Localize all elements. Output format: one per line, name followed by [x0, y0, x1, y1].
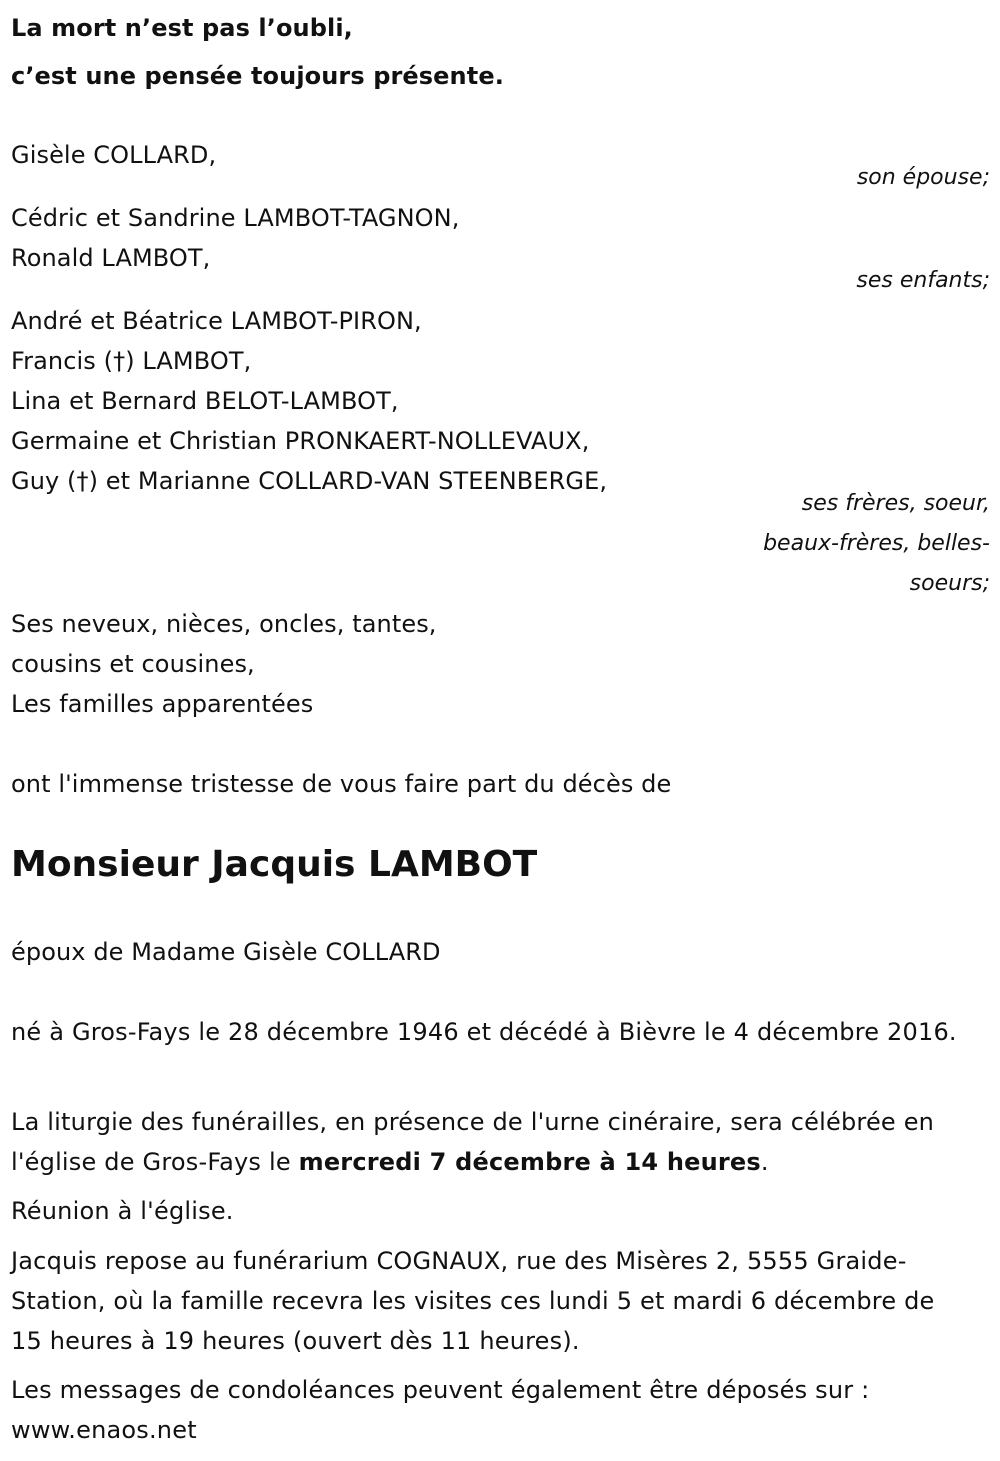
sibling-name: Lina et Bernard BELOT-LAMBOT,	[11, 387, 399, 415]
liturgy-paragraph	[11, 1102, 971, 1182]
other-relatives: Ses neveux, nièces, oncles, tantes,	[11, 610, 437, 638]
liturgy-text: La liturgie des funérailles, en présence de l'urne cinéraire, sera célébrée en l'église de Gros-Fays le	[11, 1108, 935, 1176]
liturgy-date: mercredi 7 décembre à 14 heures	[298, 1148, 761, 1176]
sibling-name: Francis (†) LAMBOT,	[11, 347, 252, 375]
siblings-relation: ses frères, soeur,	[801, 491, 990, 516]
other-relatives: Les familles apparentées	[11, 690, 314, 718]
funeral-home-paragraph: Jacquis repose au funérarium COGNAUX, rue des Misères 2, 5555 Graide-Station, où la famille recevra les visites ces lundi 5 et mardi 6 décembre de 15 heures à 19 heures (ouvert dès 11 heures).	[11, 1247, 935, 1355]
child-name: Cédric et Sandrine LAMBOT-TAGNON,	[11, 204, 460, 232]
children-relation: ses enfants;	[856, 268, 990, 293]
quote-line-2: c’est une pensée toujours présente.	[11, 62, 504, 90]
deceased-spouse: époux de Madame Gisèle COLLARD	[11, 938, 441, 966]
condolences-paragraph: Les messages de condoléances peuvent également être déposés sur : www.enaos.net	[11, 1376, 870, 1444]
siblings-relation: soeurs;	[909, 571, 990, 596]
spouse-name: Gisèle COLLARD,	[11, 141, 217, 169]
announcement: ont l'immense tristesse de vous faire part du décès de	[11, 770, 672, 798]
child-name: Ronald LAMBOT,	[11, 244, 211, 272]
liturgy-end: .	[760, 1148, 769, 1176]
other-relatives: cousins et cousines,	[11, 650, 255, 678]
birth-death-paragraph: né à Gros-Fays le 28 décembre 1946 et décédé à Bièvre le 4 décembre 2016.	[11, 1018, 957, 1046]
quote-line-1: La mort n’est pas l’oubli,	[11, 14, 353, 42]
sibling-name: Guy (†) et Marianne COLLARD-VAN STEENBERGE,	[11, 467, 608, 495]
deceased-name: Monsieur Jacquis LAMBOT	[11, 844, 538, 885]
siblings-relation: beaux-frères, belles-	[763, 531, 990, 556]
spouse-relation: son épouse;	[856, 165, 990, 190]
sibling-name: Germaine et Christian PRONKAERT-NOLLEVAUX,	[11, 427, 590, 455]
sibling-name: André et Béatrice LAMBOT-PIRON,	[11, 307, 422, 335]
meeting-paragraph: Réunion à l'église.	[11, 1197, 234, 1225]
